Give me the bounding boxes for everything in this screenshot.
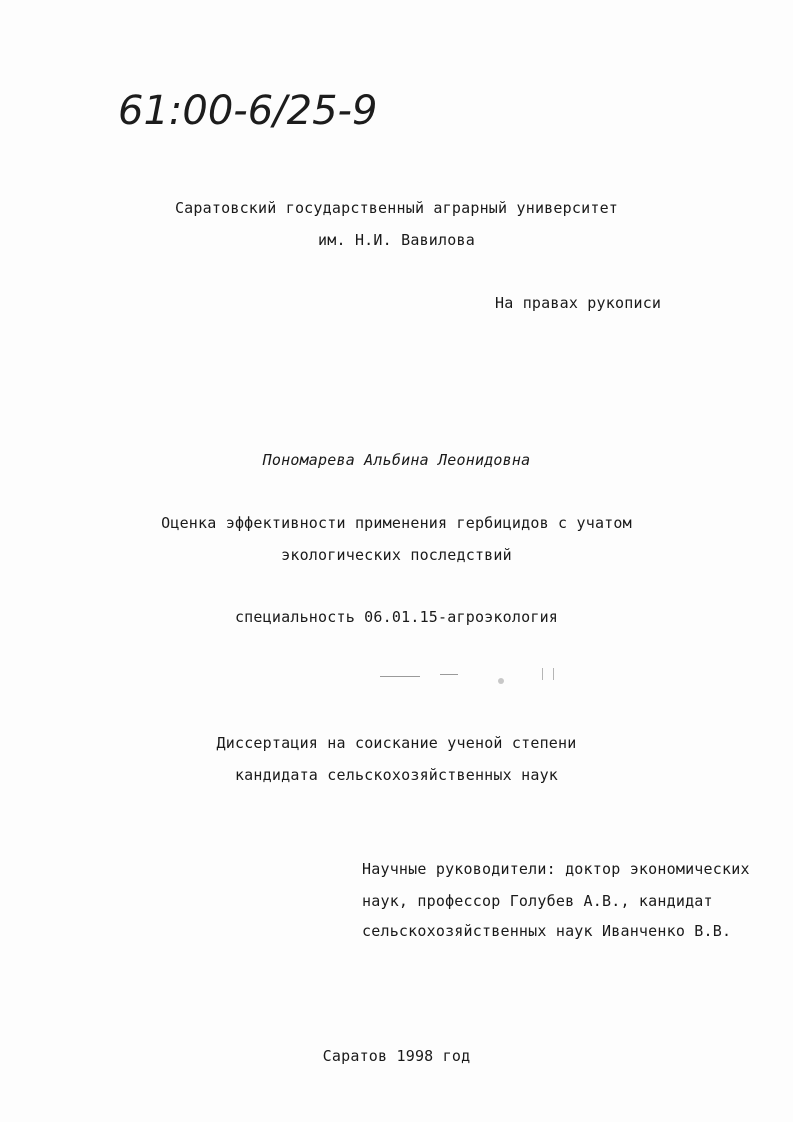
dissertation-degree-line2: кандидата сельскохозяйственных наук [234,766,559,784]
supervisors-line1: Научные руководители: доктор экономических [362,860,750,878]
stamp-speck [498,678,504,684]
university-named-after: им. Н.И. Вавилова [318,231,475,249]
supervisors-line2: наук, профессор Голубев А.В., кандидат [362,892,713,910]
dissertation-degree-line1: Диссертация на соискание ученой степени [216,734,577,752]
specialty: специальность 06.01.15-агроэкология [234,608,559,626]
author-name: Пономарева Альбина Леонидовна [262,451,531,469]
faint-stamp-marks [370,662,570,692]
handwritten-code-drawing [118,72,418,162]
stamp-speck [542,668,554,680]
rights-note: На правах рукописи [495,294,662,312]
stamp-speck [440,674,458,675]
thesis-title-line2: экологических последствий [281,546,512,564]
supervisors-line3: сельскохозяйственных наук Иванченко В.В. [362,922,732,940]
city-year: Саратов 1998 год [322,1047,471,1065]
handwritten-archive-code [118,72,418,162]
thesis-title-line1: Оценка эффективности применения гербицидов с учатом [161,514,632,532]
stamp-speck [380,676,420,677]
handwritten-code-text: 61:00-6/25-9 [118,88,378,134]
university-name: Саратовский государственный аграрный университет [174,199,619,217]
